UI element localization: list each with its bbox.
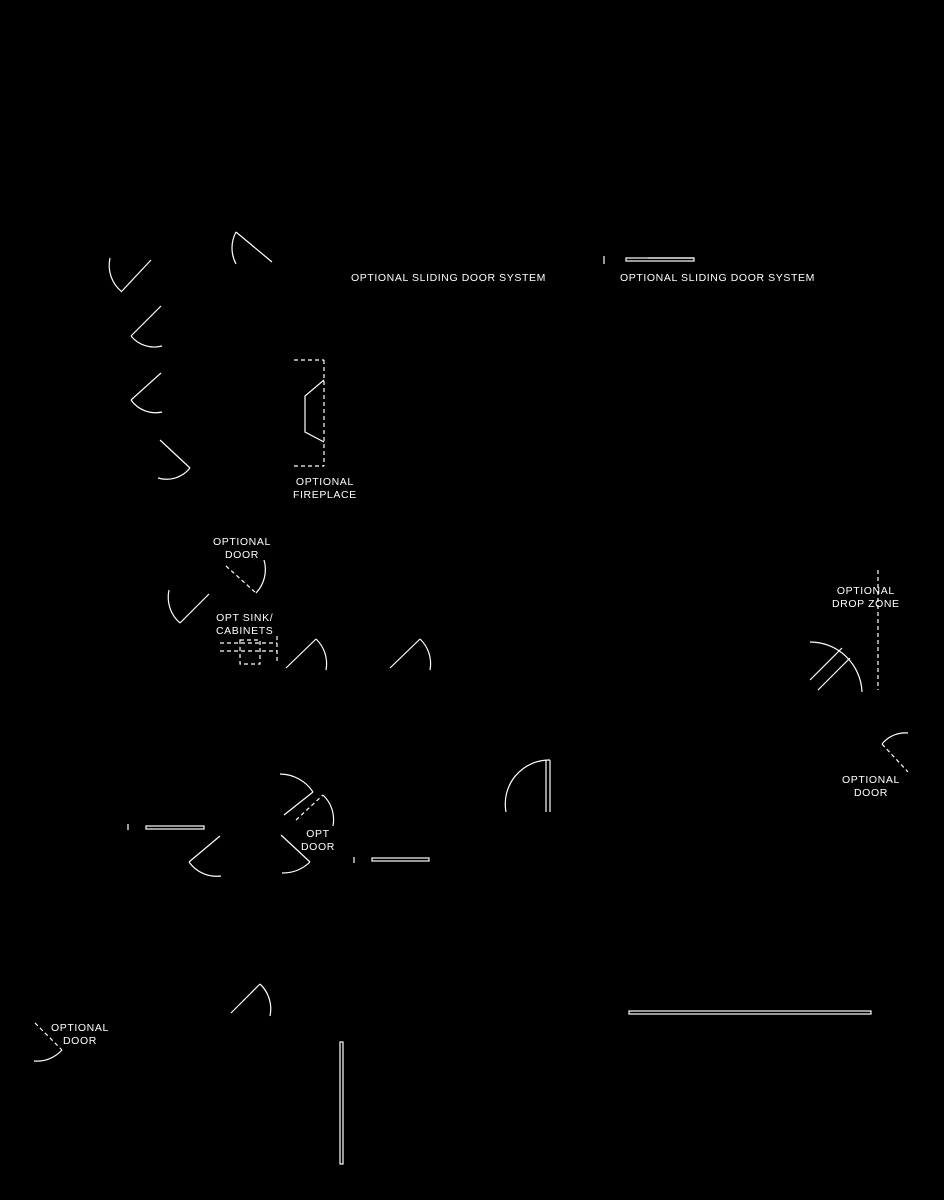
door-swing-left-2 <box>131 306 162 347</box>
label-fireplace-line1: OPTIONAL <box>295 476 354 488</box>
sink-cabinets <box>220 636 277 664</box>
label-drop-zone <box>832 585 900 610</box>
label-optional-door-right <box>842 774 900 799</box>
label-optional-door-right-line2: DOOR <box>854 786 888 799</box>
label-optional-door-bottom-line1: OPTIONAL <box>51 1022 109 1034</box>
door-swing-sink-left <box>168 590 209 623</box>
wall-segment-vertical <box>340 1042 343 1164</box>
door-swing-top <box>232 232 272 264</box>
label-opt-door <box>301 828 335 853</box>
label-sliding-door-2-text: OPTIONAL SLIDING DOOR SYSTEM <box>620 272 815 284</box>
label-sink-line2: CABINETS <box>216 624 274 637</box>
label-fireplace <box>293 476 357 501</box>
label-opt-door-line1: OPT <box>306 828 330 840</box>
door-swing-mid-1 <box>286 639 327 670</box>
optional-door-top <box>226 560 265 593</box>
sliding-door-lower-left <box>128 824 204 830</box>
optional-door-right <box>882 733 908 772</box>
label-optional-door-bottom <box>51 1022 109 1047</box>
label-drop-zone-line1: OPTIONAL <box>836 585 895 597</box>
wall-segment-horizontal <box>629 1011 871 1014</box>
label-sink-line1: OPT SINK/ <box>216 612 274 624</box>
door-swing-left-4 <box>158 440 190 479</box>
label-optional-door-top-line1: OPTIONAL <box>213 536 271 548</box>
door-swing-mid-2 <box>390 639 431 670</box>
label-sliding-door-1 <box>351 272 546 285</box>
label-fireplace-line2: FIREPLACE <box>293 488 357 501</box>
label-drop-zone-line2: DROP ZONE <box>832 597 900 610</box>
label-sink-cabinets <box>216 612 273 637</box>
sliding-door-top <box>604 256 694 264</box>
door-swing-bottom <box>231 984 271 1016</box>
label-sliding-door-2 <box>620 272 815 285</box>
label-optional-door-bottom-line2: DOOR <box>63 1034 97 1047</box>
sliding-door-lower-mid <box>354 857 429 863</box>
fireplace-outline <box>294 360 324 466</box>
door-swing-lower-left <box>189 836 221 876</box>
label-optional-door-top <box>213 536 271 561</box>
opt-door-cluster <box>280 774 334 873</box>
door-swing-left-3 <box>131 373 162 413</box>
door-swing-center <box>505 760 550 812</box>
label-optional-door-right-line1: OPTIONAL <box>842 774 900 786</box>
label-opt-door-line2: DOOR <box>301 840 335 853</box>
label-sliding-door-1-text: OPTIONAL SLIDING DOOR SYSTEM <box>351 272 546 284</box>
label-optional-door-top-line2: DOOR <box>225 548 259 561</box>
door-swing-left-1 <box>109 258 151 292</box>
